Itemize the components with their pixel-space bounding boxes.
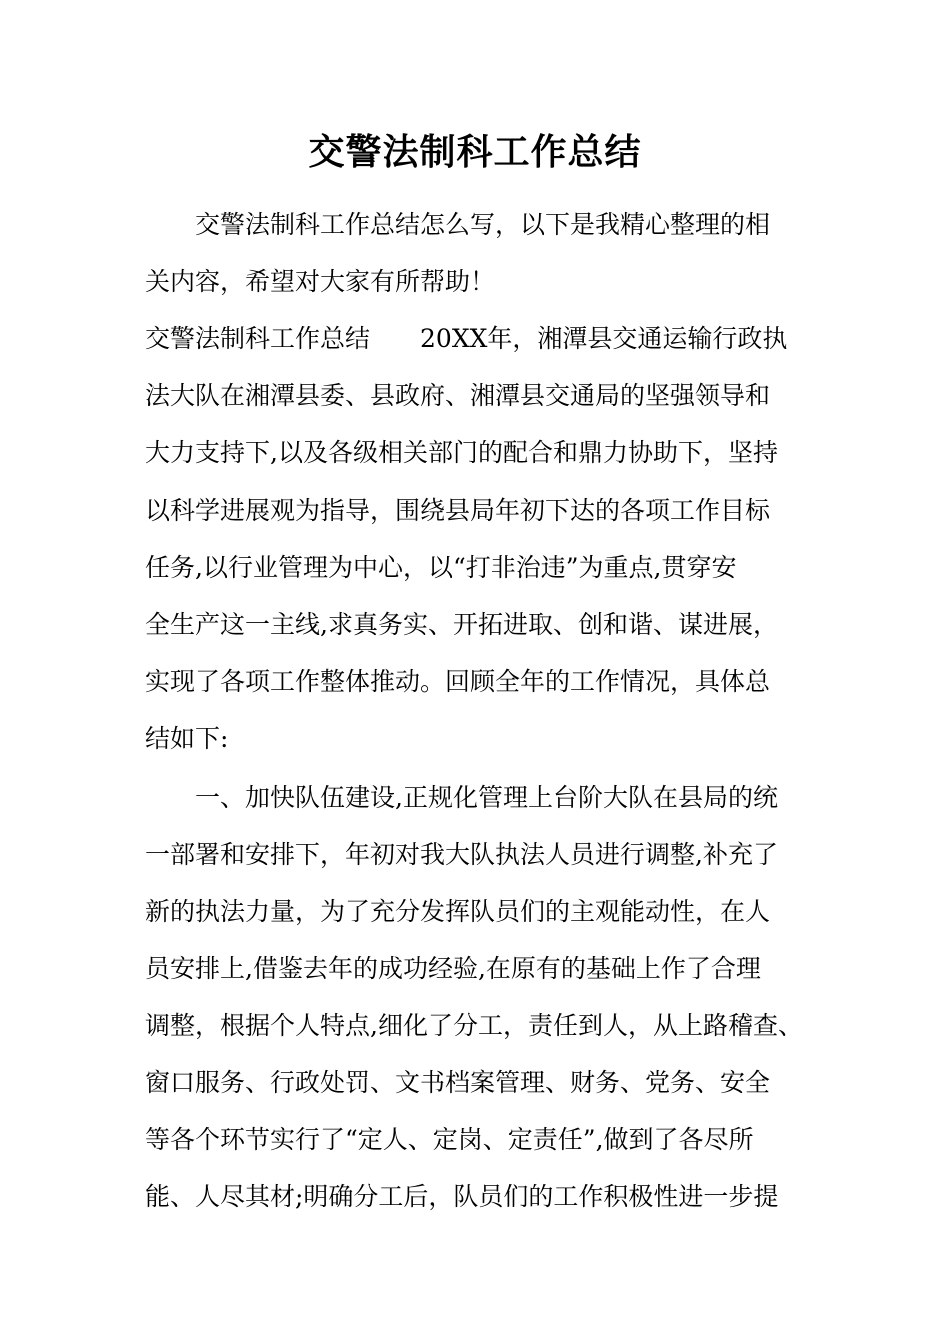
paragraph-line: 交警法制科工作总结怎么写，以下是我精心整理的相: [145, 210, 771, 239]
paragraph-line: 结如下:: [145, 724, 229, 753]
paragraph-line: 新的执法力量，为了充分发挥队员们的主观能动性，在人: [145, 897, 771, 926]
paragraph-line: 实现了各项工作整体推动。回顾全年的工作情况，具体总: [145, 667, 771, 696]
paragraph-line: 一部署和安排下，年初对我大队执法人员进行调整,补充了: [145, 840, 778, 869]
paragraph-line: 员安排上,借鉴去年的成功经验,在原有的基础上作了合理: [145, 954, 761, 983]
document-title: 交警法制科工作总结: [308, 131, 642, 173]
paragraph-line: 窗口服务、行政处罚、文书档案管理、财务、党务、安全: [145, 1068, 771, 1097]
paragraph-line: 以科学进展观为指导，围绕县局年初下达的各项工作目标: [145, 496, 771, 525]
paragraph-line: 任务,以行业管理为中心，以“打非治违”为重点,贯穿安: [145, 553, 737, 582]
paragraph-line: 调整，根据个人特点,细化了分工，责任到人，从上路稽查、: [145, 1011, 803, 1040]
paragraph-line: 交警法制科工作总结 20XX年，湘潭县交通运输行政执: [145, 324, 788, 353]
paragraph-line: 法大队在湘潭县委、县政府、湘潭县交通局的坚强领导和: [145, 381, 771, 410]
paragraph-line: 等各个环节实行了“定人、定岗、定责任”,做到了各尽所: [145, 1125, 754, 1154]
paragraph-line: 关内容，希望对大家有所帮助！: [145, 267, 496, 296]
paragraph-line: 大力支持下,以及各级相关部门的配合和鼎力协助下，坚持: [145, 438, 778, 467]
paragraph-line: 一、加快队伍建设,正规化管理上台阶大队在县局的统: [145, 783, 778, 812]
paragraph-line: 能、人尽其材;明确分工后，队员们的工作积极性进一步提: [145, 1182, 779, 1211]
paragraph-line: 全生产这一主线,求真务实、开拓进取、创和谐、谋进展，: [145, 610, 778, 639]
